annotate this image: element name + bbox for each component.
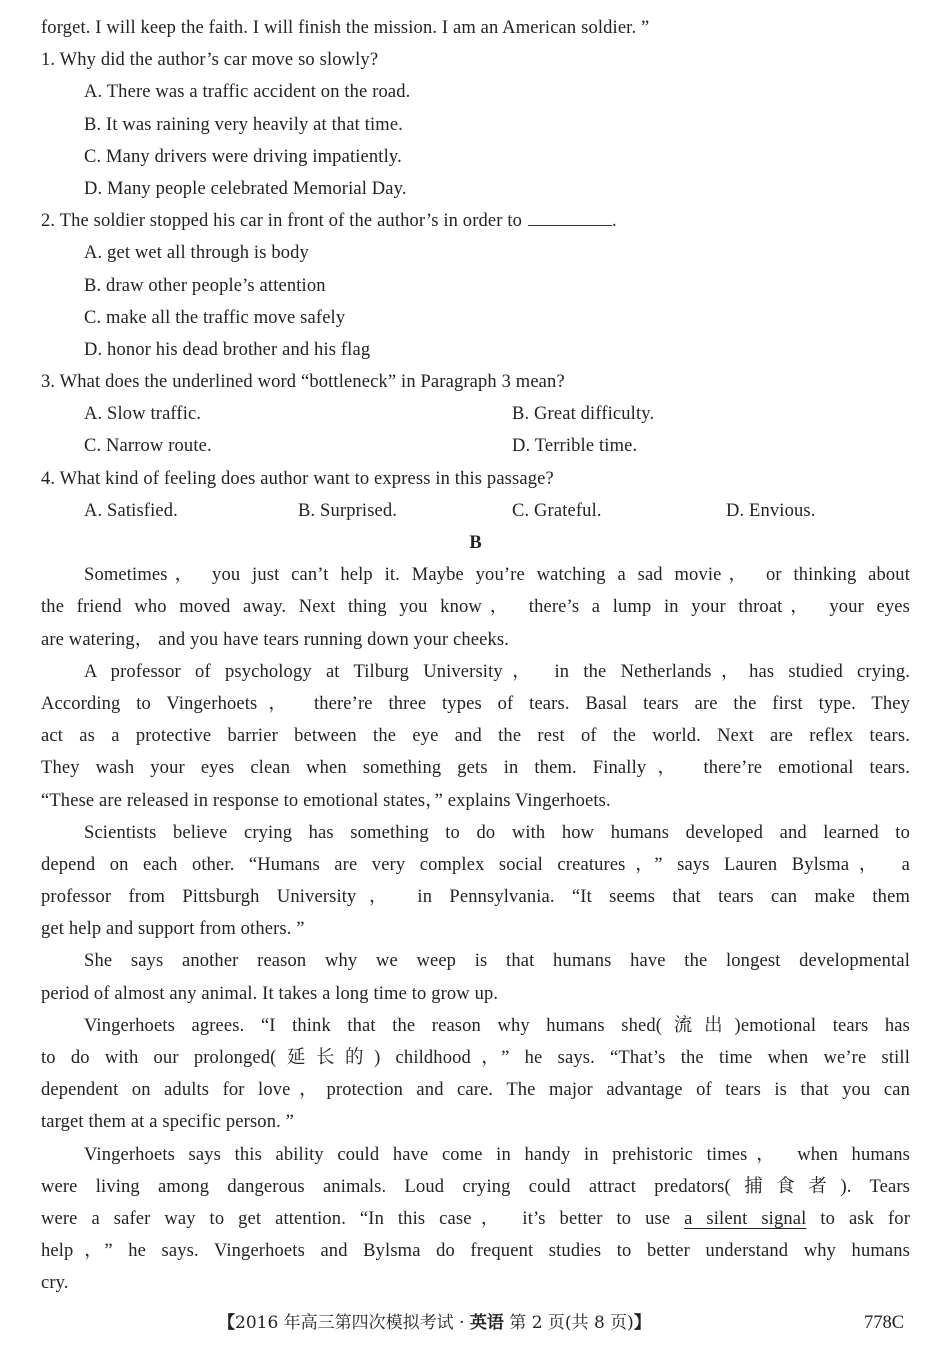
para-5-line-4: target them at a specific person. ” (41, 1112, 295, 1133)
question-4-option-d: D. Envious. (726, 500, 816, 521)
question-3-options-row-2 (41, 430, 910, 462)
para-6-line-1: Vingerhoets says this ability could have come in handy in prehistoric times， when humans (84, 1144, 910, 1165)
answer-blank (528, 207, 612, 226)
question-2-option-d: D. honor his dead brother and his flag (84, 339, 371, 360)
question-3-option-b: B. Great difficulty. (512, 404, 655, 425)
question-3-option-c: C. Narrow route. (84, 436, 212, 457)
question-3-option-a: A. Slow traffic. (84, 404, 202, 425)
question-4-options-row (41, 495, 910, 527)
para-6-line-2: were living among dangerous animals. Loud crying could attract predators(捕食者). Tears (41, 1176, 910, 1197)
footer-page-number: 第 2 页(共 8 页) (503, 1313, 634, 1333)
question-1-option-a: A. There was a traffic accident on the road. (84, 82, 411, 103)
question-2-option-a: A. get wet all through is body (84, 243, 309, 264)
para-6-line-3: were a safer way to get attention. “In this case， it’s better to use a silent signal to ask for (41, 1208, 910, 1229)
para-6-line-5: cry. (41, 1273, 69, 1294)
para-2-line-3: act as a protective barrier between the eye and the rest of the world. Next are reflex tears. (41, 726, 910, 747)
question-4-option-b: B. Surprised. (298, 500, 398, 521)
question-3-stem: 3. What does the underlined word “bottleneck” in Paragraph 3 mean? (41, 372, 565, 393)
question-2-stem: 2. The soldier stopped his car in front of the author’s in order to . (41, 205, 910, 237)
para-1-line-2: the friend who moved away. Next thing you know， there’s a lump in your throat， your eyes (41, 597, 910, 618)
question-3-option-d: D. Terrible time. (512, 436, 638, 457)
para-2-line-5: “These are released in response to emotional states，” explains Vingerhoets. (41, 790, 611, 811)
para-2-line-4: They wash your eyes clean when something gets in them. Finally， there’re emotional tears. (41, 758, 910, 779)
para-6-line-4: help，” he says. Vingerhoets and Bylsma do frequent studies to better understand why humans (41, 1241, 910, 1262)
para-1-line-1: Sometimes， you just can’t help it. Maybe you’re watching a sad movie， or thinking about (84, 565, 910, 586)
exam-page (41, 12, 910, 1300)
section-b-title: B (469, 533, 482, 553)
underlined-phrase: a silent signal (684, 1208, 807, 1229)
question-2-option-c: C. make all the traffic move safely (84, 307, 346, 328)
para-1-line-3: are watering， and you have tears running down your cheeks. (41, 629, 509, 650)
question-1-option-c: C. Many drivers were driving impatiently. (84, 146, 402, 167)
footer-exam-code: 778C (864, 1313, 905, 1333)
question-1-option-b: B. It was raining very heavily at that time. (84, 114, 403, 135)
para-3-line-1: Scientists believe crying has something to do with how humans developed and learned to (84, 822, 910, 843)
question-1-stem: 1. Why did the author’s car move so slowly? (41, 50, 379, 71)
question-4-option-a: A. Satisfied. (84, 500, 178, 521)
para-3-line-2: depend on each other. “Humans are very complex social creatures，” says Lauren Bylsma， a (41, 854, 910, 875)
para-3-line-3: professor from Pittsburgh University， in Pennsylvania. “It seems that tears can make them (41, 887, 910, 908)
para-4-line-1: She says another reason why we weep is that humans have the longest developmental (84, 951, 910, 972)
question-4-stem: 4. What kind of feeling does author want to express in this passage? (41, 468, 554, 489)
para-2-line-2: According to Vingerhoets， there’re three types of tears. Basal tears are the first type. They (41, 693, 910, 714)
page-footer (0, 1308, 950, 1338)
question-2-option-b: B. draw other people’s attention (84, 275, 326, 296)
para-5-line-2: to do with our prolonged(延长的) childhood，” he says. “That’s the time when we’re still (41, 1048, 910, 1068)
para-5-line-3: dependent on adults for love，protection and care. The major advantage of tears is that you can (41, 1080, 910, 1101)
question-4-option-c: C. Grateful. (512, 500, 602, 521)
question-1-option-d: D. Many people celebrated Memorial Day. (84, 178, 407, 199)
passage-a-last-line: forget. I will keep the faith. I will finish the mission. I am an American soldier. ” (41, 18, 650, 38)
footer-subject: 英语 (469, 1313, 504, 1333)
question-3-options-row-1 (41, 398, 910, 430)
para-3-line-4: get help and support from others. ” (41, 919, 305, 940)
para-4-line-2: period of almost any animal. It takes a long time to grow up. (41, 983, 499, 1004)
para-2-line-1: A professor of psychology at Tilburg University， in the Netherlands，has studied crying. (84, 661, 910, 682)
para-5-line-1: Vingerhoets agrees. “I think that the reason why humans shed(流出)emotional tears has (84, 1015, 910, 1036)
footer-exam-info: 【2016 年高三第四次模拟考试 · 英语 第 2 页(共 8 页)】 (218, 1313, 651, 1333)
